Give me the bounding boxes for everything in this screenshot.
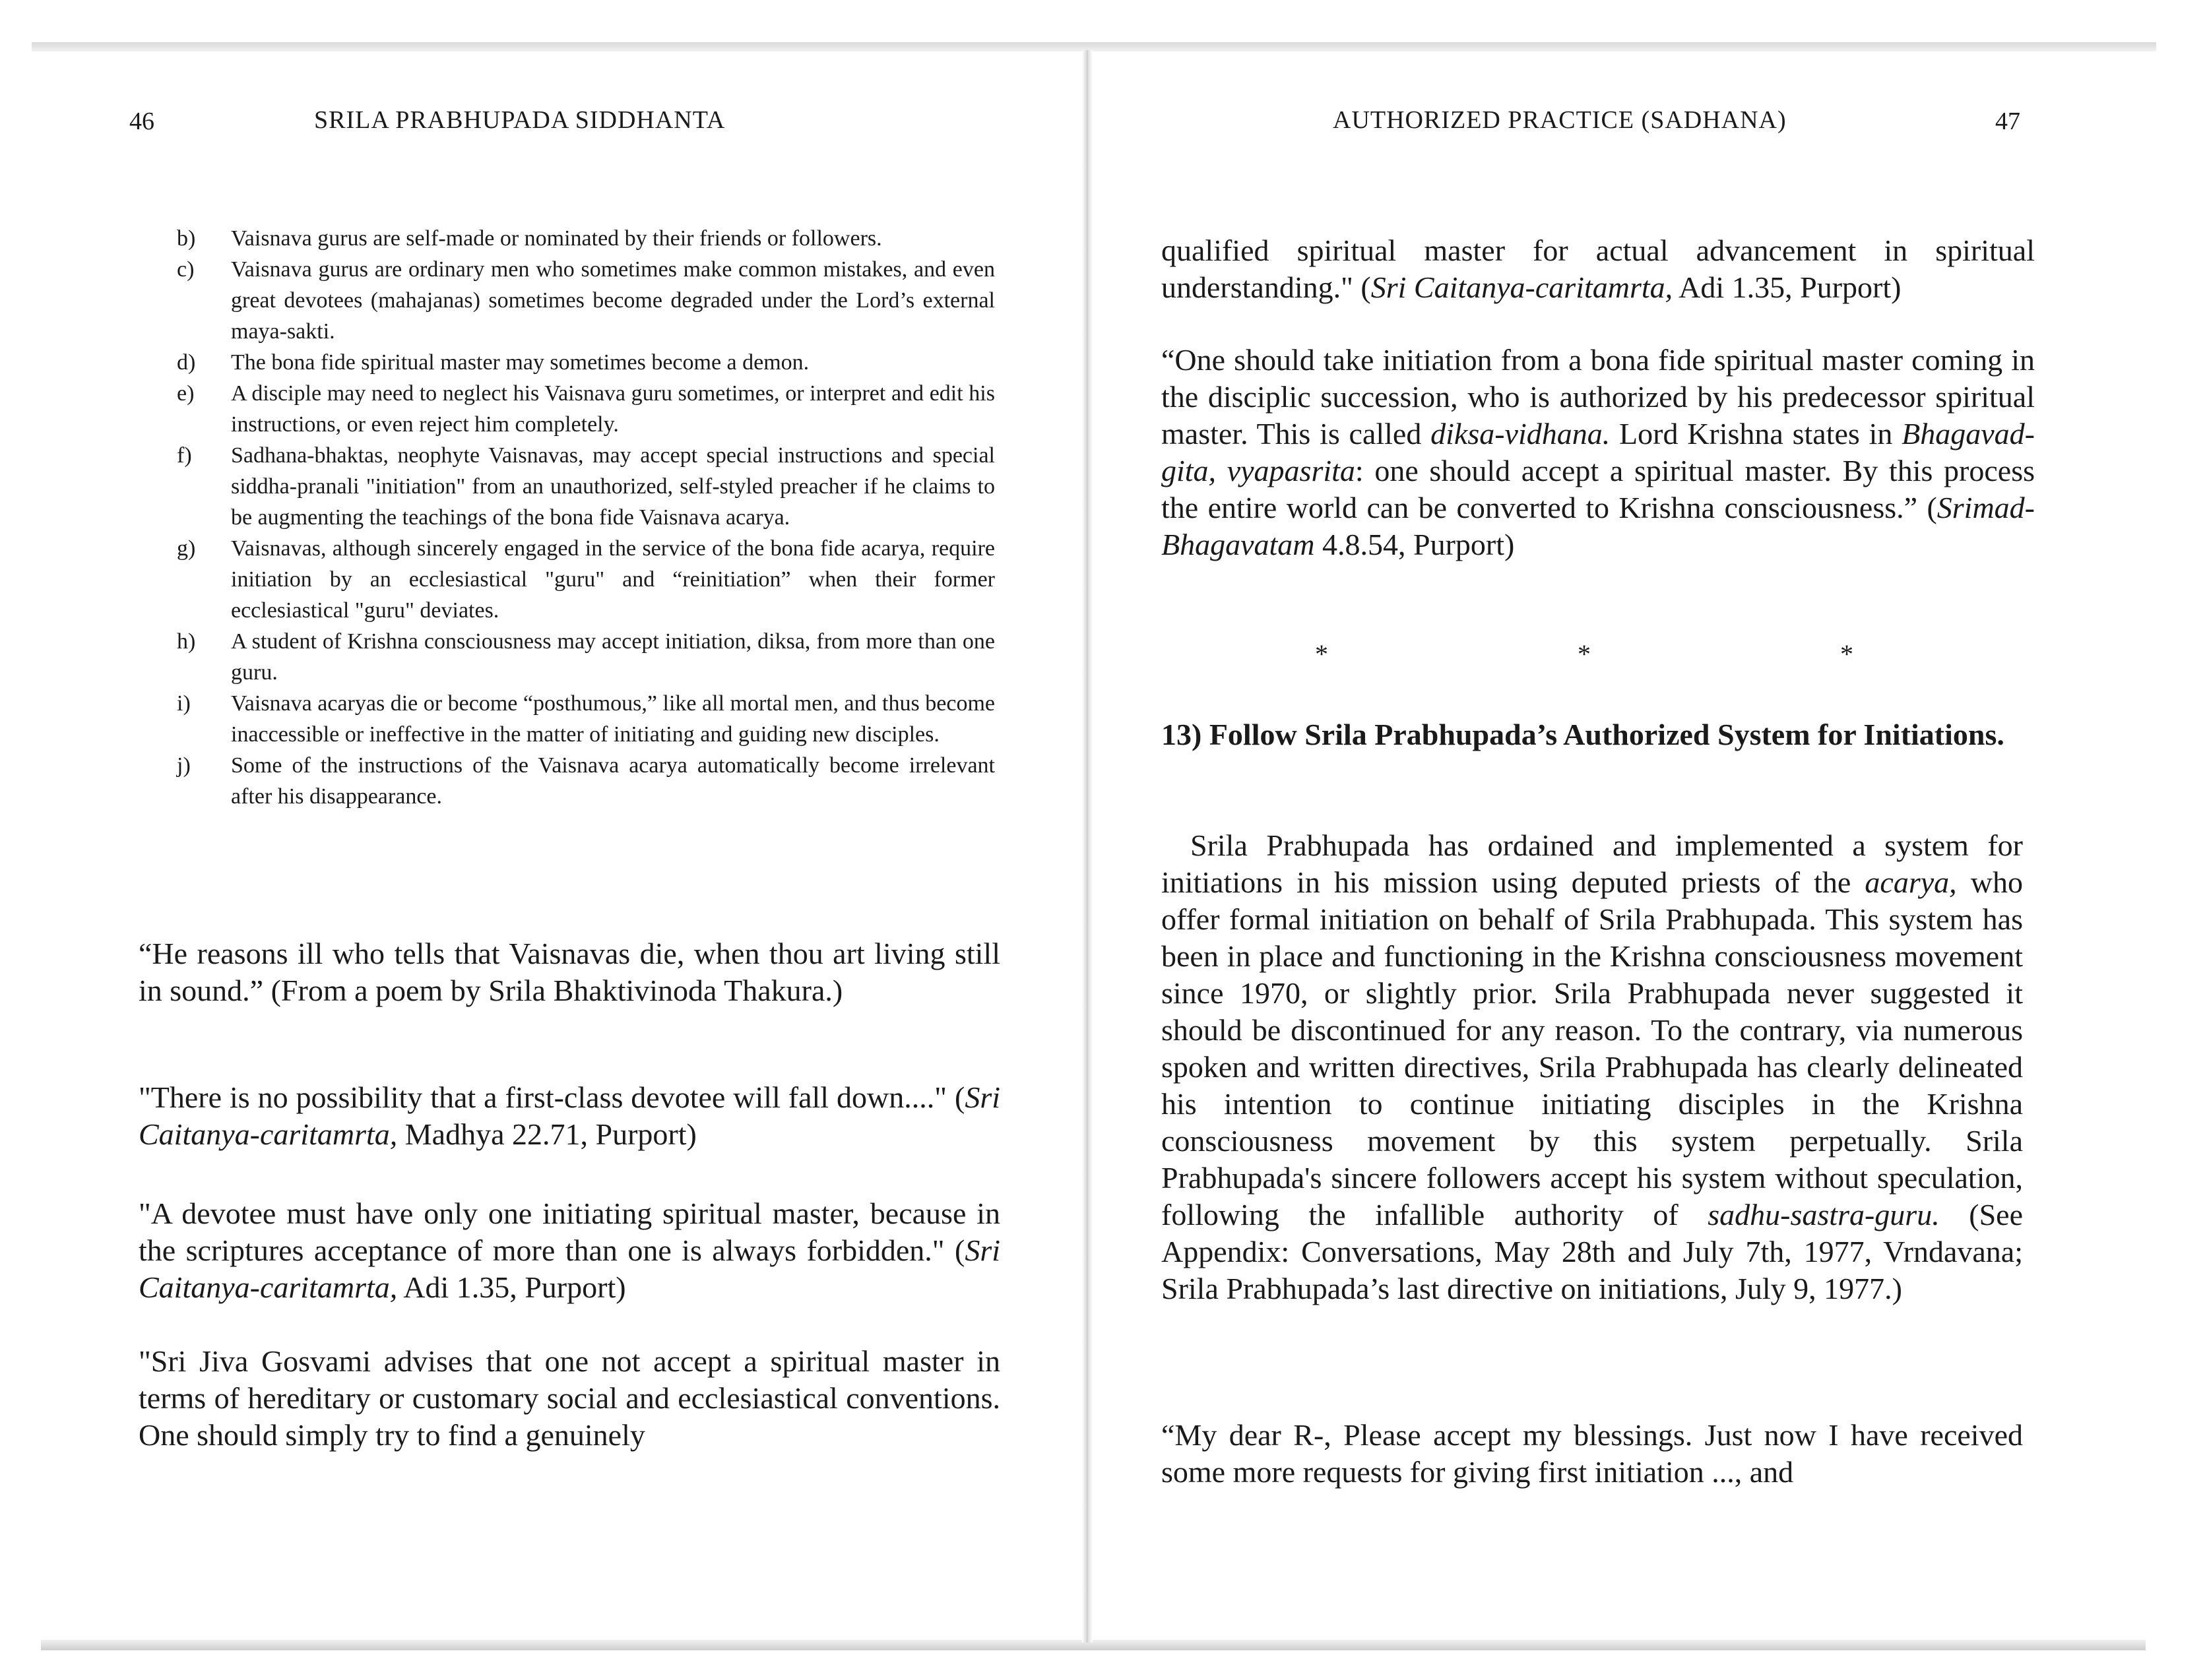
quote-text: “One should take initiation from a bona fide spiritual master coming in the disciplic succession, who is authorized by his predecessor spiritual master. This is called	[1161, 343, 2035, 451]
quote-paragraph	[139, 1079, 1000, 1153]
quote-text: : one should accept a spiritual master. By this process the entire world can be converted to Krishna consciousness.” (	[1161, 454, 2035, 524]
continued-quote	[1161, 232, 2035, 306]
list-item	[177, 440, 995, 533]
numbered-list	[177, 223, 995, 812]
quote-source: Srimad-Bhagavatam	[1161, 491, 2035, 561]
list-letter: d)	[177, 350, 196, 375]
separator-star: *	[1315, 639, 1328, 669]
quote-paragraph	[139, 1195, 1000, 1306]
letter-text: “My dear R-, Please accept my blessings. Just now I have received some more requests for giving first initiation ..., and	[1161, 1418, 2023, 1489]
list-letter: e)	[177, 381, 195, 406]
list-item	[177, 533, 995, 626]
quote-term: diksa-vidhana.	[1430, 417, 1611, 451]
left-page	[0, 0, 1082, 1680]
quote-reference: 4.8.54, Purport)	[1314, 528, 1515, 561]
list-letter: f)	[177, 443, 192, 468]
quote-paragraph	[139, 935, 1000, 1009]
running-head: AUTHORIZED PRACTICE (SADHANA)	[1333, 106, 1787, 134]
list-letter: b)	[177, 226, 196, 251]
list-text: A student of Krishna consciousness may accept initiation, diksa, from more than one guru.	[231, 629, 995, 685]
list-letter: h)	[177, 629, 196, 654]
list-item	[177, 688, 995, 750]
quote-source: Sri Caitanya-caritamrta,	[139, 1080, 1000, 1151]
body-term: sadhu-sastra-guru.	[1708, 1198, 1940, 1231]
list-text: Some of the instructions of the Vaisnava acarya automatically become irrelevant after his disappearance.	[231, 753, 995, 809]
body-text: (See Appendix: Conversations, May 28th and July 7th, 1977, Vrndavana; Srila Prabhupada’s last directive on initiations, July 9, 1977.)	[1161, 1198, 2023, 1305]
quote-text: "A devotee must have only one initiating spiritual master, because in the scriptures acceptance of more than one is always forbidden." (	[139, 1197, 1000, 1267]
list-text: Vaisnava acaryas die or become “posthumous,” like all mortal men, and thus become inaccessible or ineffective in the matter of initiating and guiding new disciples.	[231, 691, 995, 747]
list-text: Sadhana-bhaktas, neophyte Vaisnavas, may accept special instructions and special siddha-pranali "initiation" from an unauthorized, self-styled preacher if he claims to be augmenting the teachings of the bona fide Vaisnava acarya.	[231, 443, 995, 530]
quote-paragraph	[1161, 342, 2035, 563]
letter-paragraph	[1161, 1417, 2023, 1491]
list-item	[177, 750, 995, 812]
page-number: 47	[1995, 108, 2020, 135]
list-letter: j)	[177, 753, 191, 778]
list-text: Vaisnava gurus are ordinary men who sometimes make common mistakes, and even great devotees (mahajanas) sometimes become degraded under the Lord’s external maya-sakti.	[231, 257, 995, 344]
separator-star: *	[1578, 639, 1591, 669]
book-gutter	[1082, 50, 1093, 1642]
quote-text: "There is no possibility that a first-class devotee will fall down...." (	[139, 1080, 965, 1114]
body-text: who offer formal initiation on behalf of Srila Prabhupada. This system has been in place and functioning in the Krishna consciousness movement since 1970, or slightly prior. Srila Prabhupada never suggested it should be discontinued for any reason. To the contrary, via numerous spoken and written directives, Srila Prabhupada has clearly delineated his intention to continue initiating disciples in the Krishna consciousness movement by this system perpetually. Srila Prabhupada's sincere followers accept his system without speculation, following the infallible authority of	[1161, 865, 2023, 1231]
body-paragraph	[1161, 827, 2023, 1307]
list-text: A disciple may need to neglect his Vaisnava guru sometimes, or interpret and edit his instructions, or even reject him completely.	[231, 381, 995, 437]
list-text: Vaisnavas, although sincerely engaged in the service of the bona fide acarya, require initiation by an ecclesiastical "guru" and “reinitiation” when their former ecclesiastical "guru" deviates.	[231, 536, 995, 623]
quote-text: Lord Krishna states in	[1610, 417, 1902, 451]
quote-source: Sri Caitanya-caritamrta,	[1370, 270, 1673, 304]
quote-reference: Adi 1.35, Purport)	[397, 1270, 626, 1304]
quote-text: qualified spiritual master for actual advancement in spiritual understanding." (	[1161, 233, 2035, 304]
list-item	[177, 626, 995, 688]
quote-source: Sri Caitanya-caritamrta,	[139, 1233, 1000, 1304]
list-item	[177, 378, 995, 440]
quote-source: Bhagavad-gita, vyapasrita	[1161, 417, 2035, 487]
list-item	[177, 223, 995, 254]
list-item	[177, 347, 995, 378]
quote-paragraph	[139, 1343, 1000, 1454]
separator-star: *	[1840, 639, 1853, 669]
list-letter: c)	[177, 257, 195, 282]
list-text: Vaisnava gurus are self-made or nominated by their friends or followers.	[231, 226, 882, 251]
quote-reference: Madhya 22.71, Purport)	[397, 1117, 697, 1151]
body-term: acarya,	[1865, 865, 1957, 899]
section-heading: 13) Follow Srila Prabhupada’s Authorized System for Initiations.	[1161, 718, 2004, 751]
page-number: 46	[129, 108, 154, 135]
body-text: Srila Prabhupada has ordained and implemented a system for initiations in his mission using deputed priests of the	[1161, 828, 2023, 899]
list-text: The bona fide spiritual master may sometimes become a demon.	[231, 350, 810, 375]
running-head: SRILA PRABHUPADA SIDDHANTA	[314, 106, 726, 134]
quote-text: “He reasons ill who tells that Vaisnavas die, when thou art living still in sound.” (From a poem by Srila Bhaktivinoda Thakura.)	[139, 937, 1000, 1007]
list-item	[177, 254, 995, 347]
quote-reference: Adi 1.35, Purport)	[1673, 270, 1902, 304]
quote-text: "Sri Jiva Gosvami advises that one not accept a spiritual master in terms of hereditary or customary social and ecclesiastical conventions. One should simply try to find a genuinely	[139, 1344, 1000, 1452]
list-letter: i)	[177, 691, 191, 716]
section-separator	[1315, 638, 1909, 671]
list-letter: g)	[177, 536, 196, 561]
